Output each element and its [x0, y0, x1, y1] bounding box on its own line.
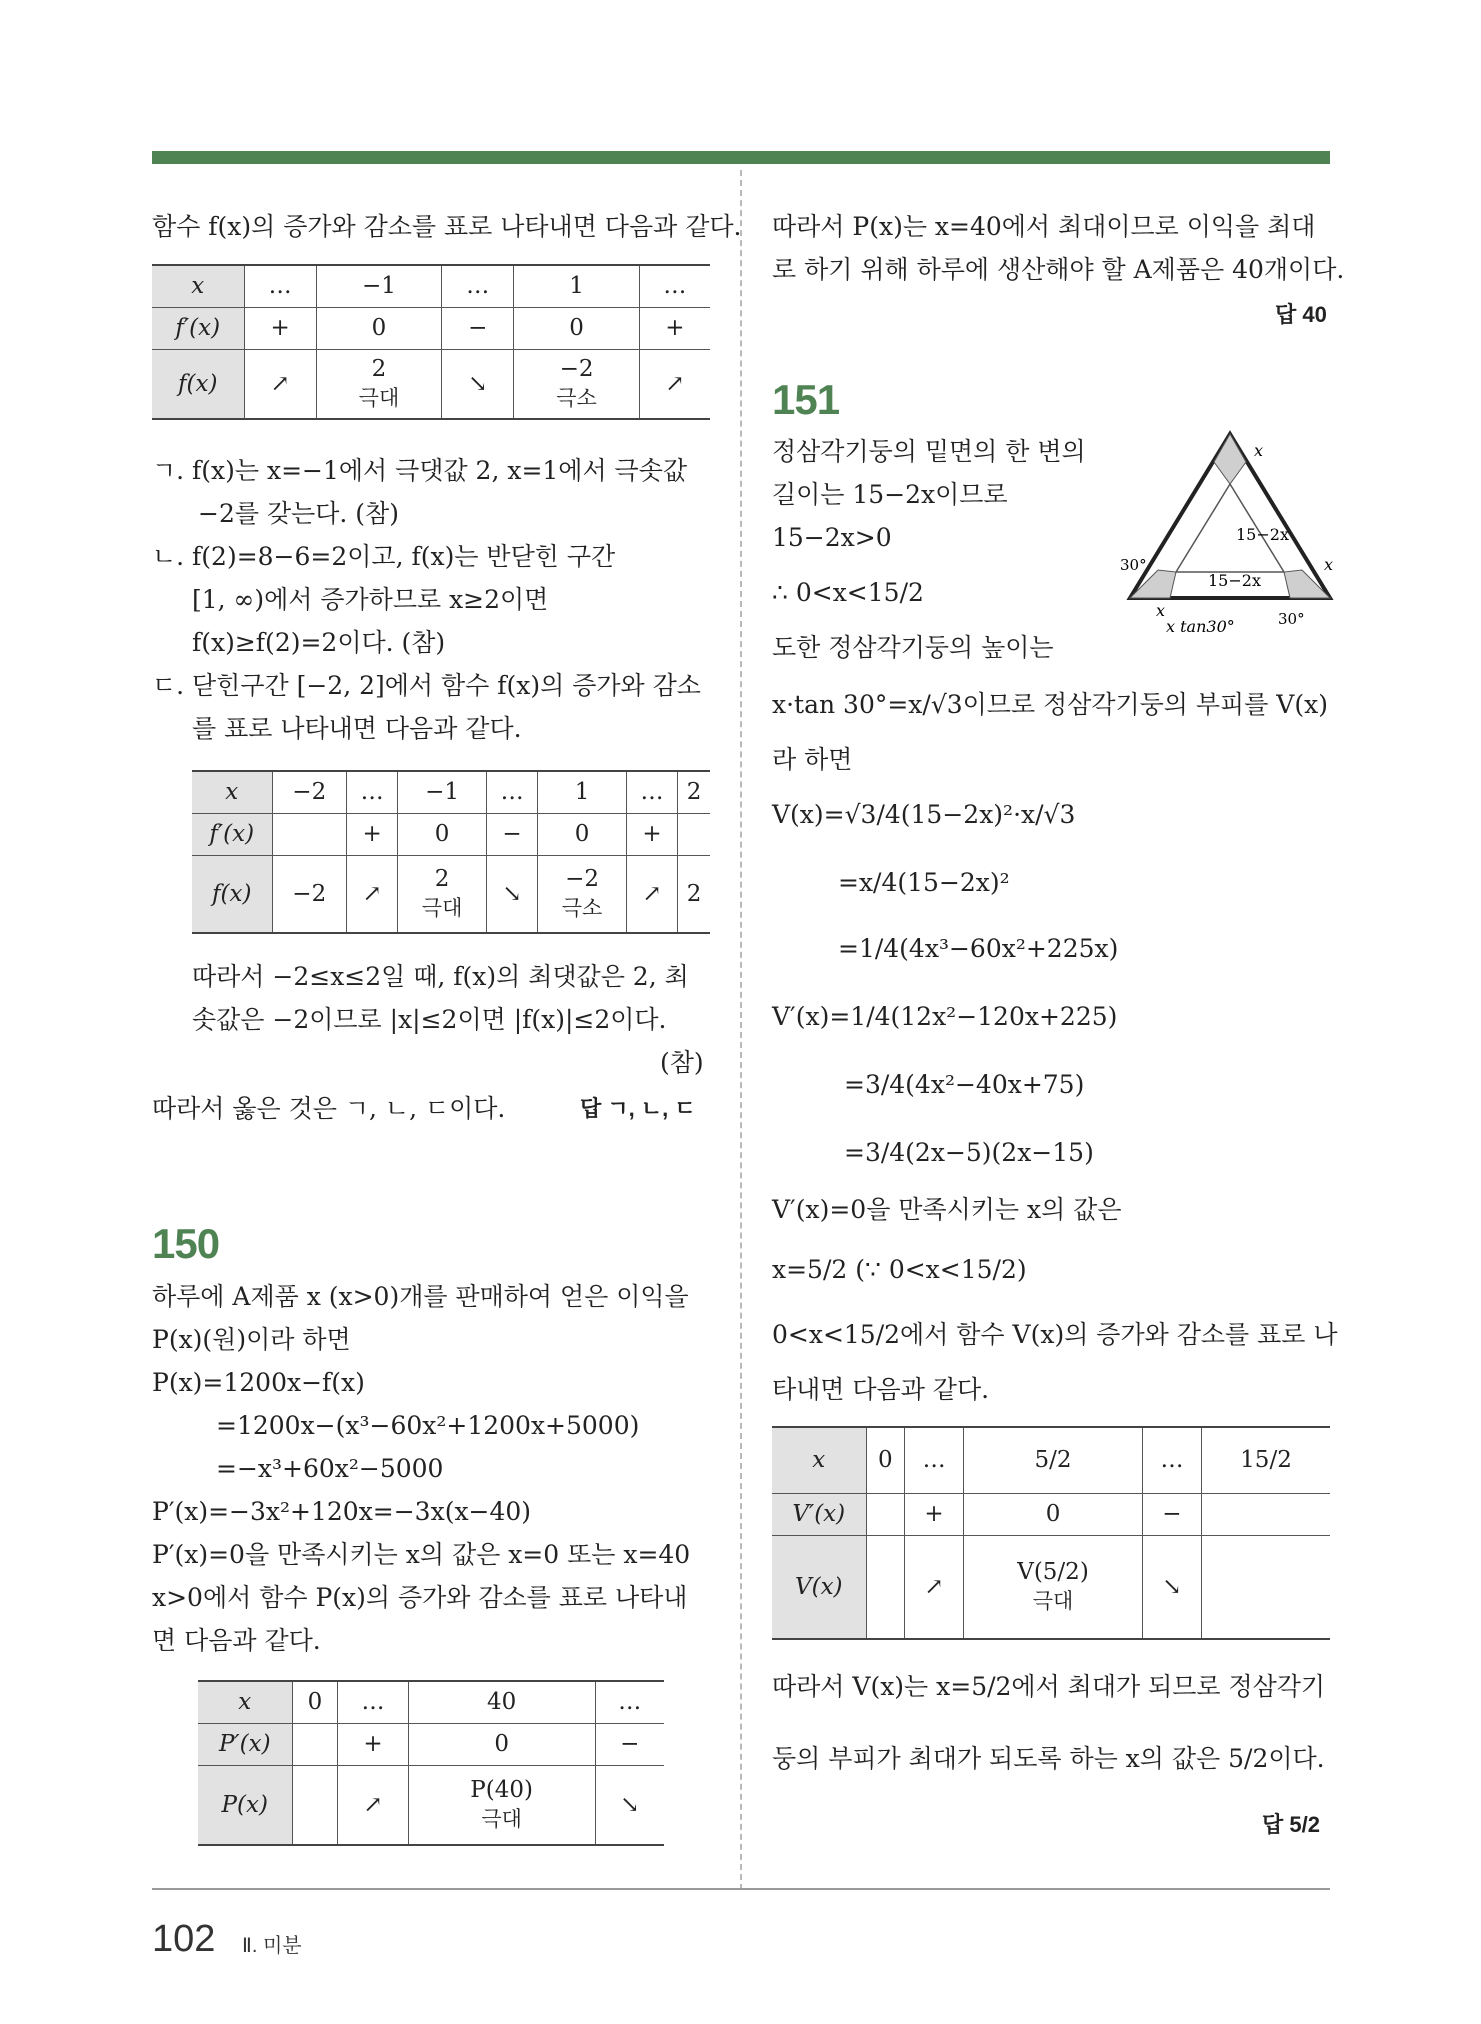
label-side-upper: 15−2x [1236, 525, 1289, 544]
local-max-label: 극대 [358, 386, 400, 410]
sign-table-151: x 0 … 5/2 … 15/2 V′(x) + 0 − V(x) ↗ V(5/2) 극대 ↘ [772, 1426, 1330, 1640]
label-x-top: x [1254, 441, 1264, 460]
answer-150: 답 40 [1275, 302, 1327, 327]
label-angle-left: 30° [1120, 556, 1147, 574]
column-divider [740, 170, 742, 1890]
sign-table-2: x −2 … −1 … 1 … 2 f′(x) + 0 − 0 + f(x) −2 ↗ 2 극대 ↘ −2 극소 ↗ 2 [192, 770, 710, 934]
sign-table-1: x … −1 … 1 … f′(x) + 0 − 0 + f(x) ↗ 2 극대 ↘ −2 극소 ↗ [152, 264, 710, 420]
answer-151: 답 5/2 [1262, 1812, 1320, 1837]
prism-base-diagram [1118, 420, 1340, 640]
intro-text: 함수 f(x)의 증가와 감소를 표로 나타내면 다음과 같다. [152, 212, 742, 241]
label-x-bottom: x [1156, 601, 1166, 620]
footer-rule [152, 1888, 1330, 1890]
label-side-lower: 15−2x [1208, 571, 1261, 590]
label-angle-right: 30° [1278, 610, 1305, 628]
chapter-label: Ⅱ. 미분 [242, 1935, 302, 1957]
problem-number-150: 150 [152, 1220, 220, 1267]
label-x-right: x [1324, 555, 1334, 574]
answer-149: 답 ㄱ, ㄴ, ㄷ [580, 1096, 696, 1121]
problem-number-151: 151 [772, 376, 840, 423]
label-x-tan: x tan30° [1166, 617, 1235, 636]
top-accent-bar [152, 151, 1330, 164]
sign-table-150: x 0 … 40 … P′(x) + 0 − P(x) ↗ P(40) 극대 ↘ [198, 1680, 664, 1846]
page-number: 102 [152, 1918, 216, 1960]
local-min-label: 극소 [556, 386, 597, 410]
